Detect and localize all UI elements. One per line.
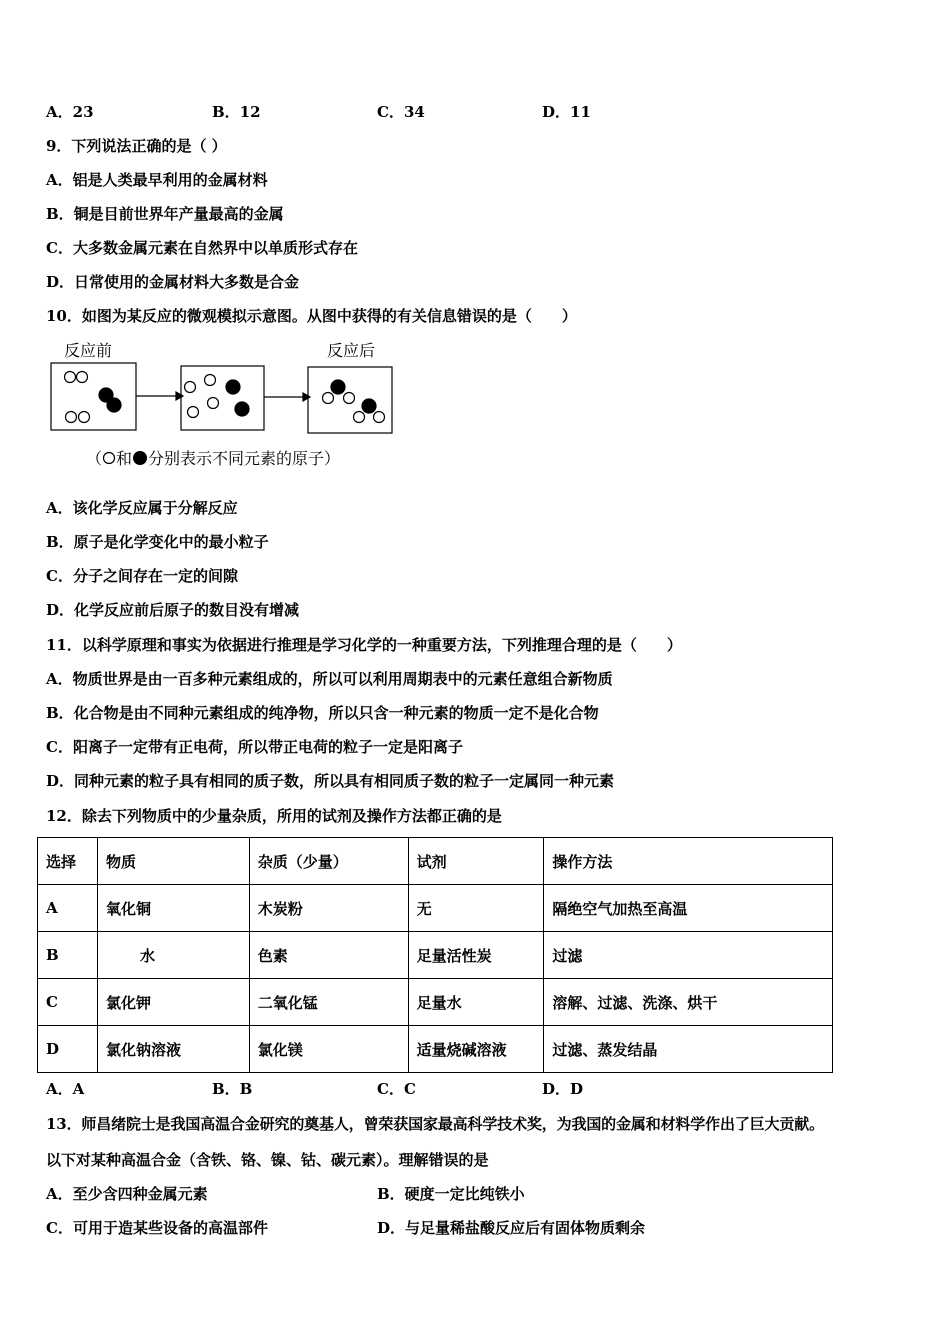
q9-option-a: A．铝是人类最早利用的金属材料: [46, 171, 268, 189]
q12-table: [37, 837, 833, 1073]
table-cell: 氧化铜: [97, 885, 249, 932]
q8-option-c: C．34: [377, 103, 425, 121]
q9-option-d: D．日常使用的金属材料大多数是合金: [46, 273, 300, 291]
q9-option-b: B．铜是目前世界年产量最高的金属: [46, 205, 284, 223]
q13-stem-line-2: 以下对某种高温合金（含铁、铬、镍、钴、碳元素）。理解错误的是: [46, 1151, 489, 1169]
table-cell: 无: [408, 885, 544, 932]
label-before-reaction: 反应前: [64, 341, 113, 360]
q11-option-c: C．阳离子一定带有正电荷，所以带正电荷的粒子一定是阳离子: [46, 738, 463, 756]
white-atom: [323, 393, 334, 404]
white-atom: [354, 412, 365, 423]
legend-open: （: [86, 449, 103, 468]
diagram-legend: [86, 446, 340, 469]
table-cell: A: [38, 885, 98, 932]
table-cell: C: [38, 979, 98, 1026]
white-atom: [344, 393, 355, 404]
table-row: [38, 979, 833, 1026]
reaction-diagram: [48, 360, 398, 438]
legend-text: 分别表示不同元素的原子）: [148, 449, 341, 468]
q12-option-b: B．B: [212, 1080, 253, 1098]
table-cell: 足量活性炭: [408, 932, 544, 979]
table-cell: D: [38, 1026, 98, 1073]
table-header: 试剂: [408, 838, 544, 885]
table-cell: 过滤: [544, 932, 833, 979]
q13-stem-line-1: 13．师昌绪院士是我国高温合金研究的奠基人，曾荣获国家最高科学技术奖，为我国的金属和材料学作出了巨大贡献。: [46, 1115, 824, 1133]
black-atom: [107, 398, 121, 412]
table-cell: 适量烧碱溶液: [408, 1026, 544, 1073]
q10-option-d: D．化学反应前后原子的数目没有增减: [46, 601, 300, 619]
table-cell: 过滤、蒸发结晶: [544, 1026, 833, 1073]
q11-option-a: A．物质世界是由一百多种元素组成的，所以可以利用周期表中的元素任意组合新物质: [46, 670, 613, 688]
table-cell: 溶解、过滤、洗涤、烘干: [544, 979, 833, 1026]
table-header: 物质: [97, 838, 249, 885]
white-atom: [205, 375, 216, 386]
white-atom: [65, 372, 76, 383]
table-header-row: [38, 838, 833, 885]
q10-option-c: C．分子之间存在一定的间隙: [46, 567, 238, 585]
legend-and: 和: [116, 449, 133, 468]
label-after-reaction: 反应后: [327, 341, 376, 360]
intermediate-box: [181, 366, 264, 430]
white-atom: [77, 372, 88, 383]
table-header: 杂质（少量）: [249, 838, 408, 885]
table-cell: 氯化钾: [97, 979, 249, 1026]
table-row: [38, 1026, 833, 1073]
q8-option-d: D．11: [542, 103, 591, 121]
table-row: [38, 885, 833, 932]
arrow-icon: [303, 393, 310, 401]
table-cell: 隔绝空气加热至高温: [544, 885, 833, 932]
q11-stem: 11．以科学原理和事实为依据进行推理是学习化学的一种重要方法，下列推理合理的是（ ）: [46, 636, 682, 654]
q11-option-d: D．同种元素的粒子具有相同的质子数，所以具有相同质子数的粒子一定属同一种元素: [46, 772, 615, 790]
q9-option-c: C．大多数金属元素在自然界中以单质形式存在: [46, 239, 358, 257]
q13-option-d: D．与足量稀盐酸反应后有固体物质剩余: [377, 1219, 646, 1237]
q13-option-a: A．至少含四种金属元素: [46, 1185, 208, 1203]
q11-option-b: B．化合物是由不同种元素组成的纯净物，所以只含一种元素的物质一定不是化合物: [46, 704, 599, 722]
white-atom: [188, 407, 199, 418]
q13-option-c: C．可用于造某些设备的高温部件: [46, 1219, 268, 1237]
white-atom: [185, 382, 196, 393]
table-cell: 足量水: [408, 979, 544, 1026]
table-row: [38, 932, 833, 979]
black-atom: [235, 402, 249, 416]
q9-stem: 9．下列说法正确的是（ ）: [46, 137, 227, 155]
q10-option-a: A．该化学反应属于分解反应: [46, 499, 238, 517]
arrow-icon: [176, 392, 183, 400]
q12-option-d: D．D: [542, 1080, 584, 1098]
table-cell: 水: [97, 932, 249, 979]
q12-option-a: A．A: [46, 1080, 85, 1098]
q10-option-b: B．原子是化学变化中的最小粒子: [46, 533, 269, 551]
black-atom: [226, 380, 240, 394]
table-cell: 色素: [249, 932, 408, 979]
black-atom: [331, 380, 345, 394]
q12-option-c: C．C: [377, 1080, 416, 1098]
before-box: [51, 363, 136, 430]
black-atom: [362, 399, 376, 413]
table-cell: 木炭粉: [249, 885, 408, 932]
table-cell: 氯化镁: [249, 1026, 408, 1073]
table-header: 选择: [38, 838, 98, 885]
black-circle-icon: [132, 450, 148, 466]
table-header: 操作方法: [544, 838, 833, 885]
table-cell: B: [38, 932, 98, 979]
q8-option-a: A．23: [46, 103, 94, 121]
white-atom: [208, 398, 219, 409]
white-circle-icon: [102, 451, 116, 465]
q13-option-b: B．硬度一定比纯铁小: [377, 1185, 525, 1203]
q10-stem: 10．如图为某反应的微观模拟示意图。从图中获得的有关信息错误的是（ ）: [46, 307, 577, 325]
white-atom: [66, 412, 77, 423]
white-atom: [79, 412, 90, 423]
table-cell: 二氧化锰: [249, 979, 408, 1026]
white-atom: [374, 412, 385, 423]
q8-option-b: B．12: [212, 103, 261, 121]
table-cell: 氯化钠溶液: [97, 1026, 249, 1073]
q12-stem: 12．除去下列物质中的少量杂质，所用的试剂及操作方法都正确的是: [46, 807, 502, 825]
